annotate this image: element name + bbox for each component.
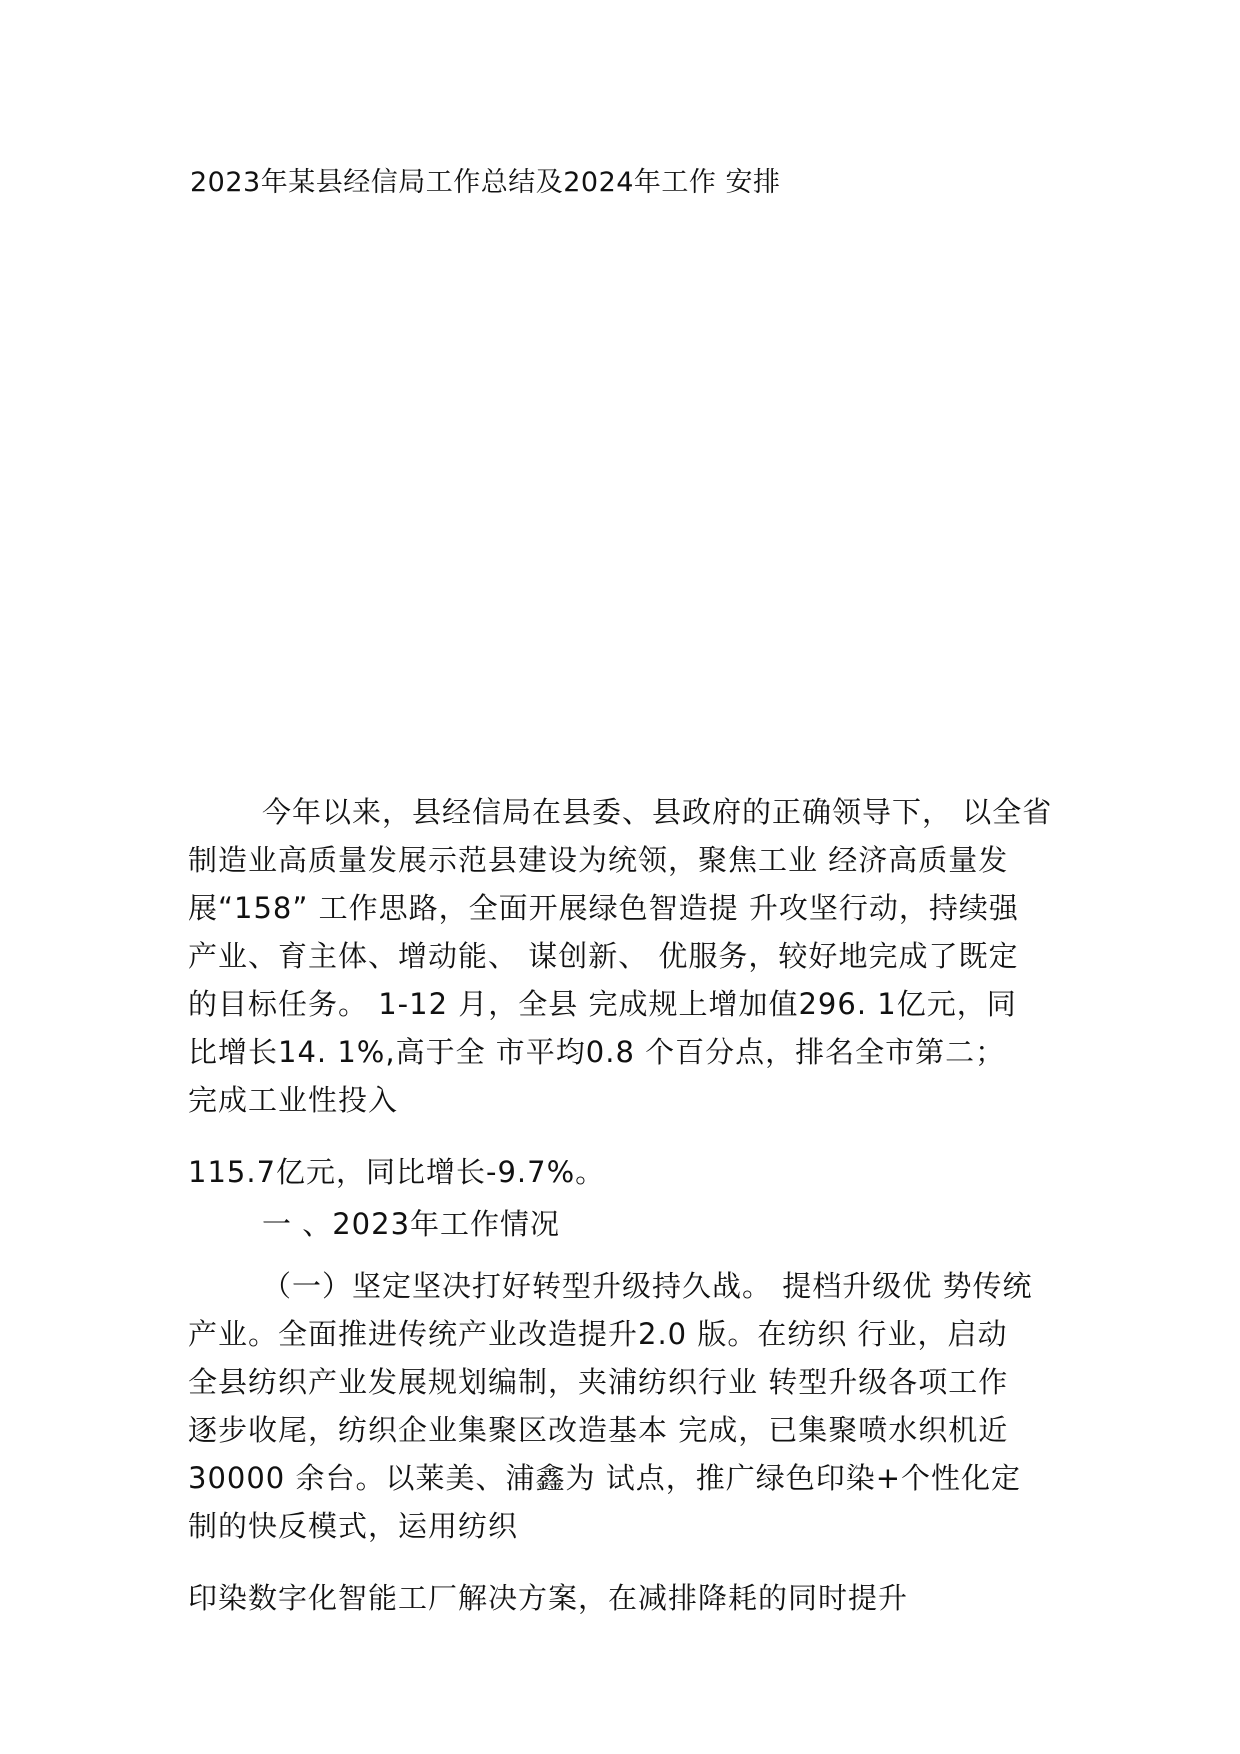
paragraph-line: 的目标任务。 1-12 月，全县 完成规上增加值296. 1亿元，同 <box>188 987 1017 1021</box>
paragraph-line: 30000 余台。以莱美、浦鑫为 试点，推广绿色印染+个性化定 <box>188 1461 1021 1495</box>
document-title: 2023年某县经信局工作总结及2024年工作 安排 <box>190 167 781 198</box>
paragraph-line: 制造业高质量发展示范县建设为统领，聚焦工业 经济高质量发 <box>188 843 1009 877</box>
paragraph-line: 今年以来，县经信局在县委、县政府的正确领导下， 以全省 <box>262 795 1053 829</box>
paragraph-line: 制的快反模式，运用纺织 <box>188 1509 519 1543</box>
paragraph-line: 产业。全面推进传统产业改造提升2.0 版。在纺织 行业，启动 <box>188 1317 1008 1351</box>
paragraph-line: 印染数字化智能工厂解决方案，在减排降耗的同时提升 <box>188 1581 909 1615</box>
paragraph-line: 产业、育主体、增动能、 谋创新、 优服务，较好地完成了既定 <box>188 939 1019 973</box>
paragraph-line: 全县纺织产业发展规划编制，夹浦纺织行业 转型升级各项工作 <box>188 1365 1009 1399</box>
section-heading: 一 、2023年工作情况 <box>262 1207 561 1241</box>
paragraph-line: 115.7亿元，同比增长-9.7%。 <box>188 1155 606 1189</box>
paragraph-line: 比增长14. 1%,高于全 市平均0.8 个百分点，排名全市第二； <box>188 1035 1006 1069</box>
paragraph-line: 展“158” 工作思路，全面开展绿色智造提 升攻坚行动，持续强 <box>188 891 1019 925</box>
paragraph-line: 完成工业性投入 <box>188 1083 399 1117</box>
paragraph-line: （一）坚定坚决打好转型升级持久战。 提档升级优 势传统 <box>262 1269 1033 1303</box>
paragraph-line: 逐步收尾，纺织企业集聚区改造基本 完成，已集聚喷水织机近 <box>188 1413 1009 1447</box>
